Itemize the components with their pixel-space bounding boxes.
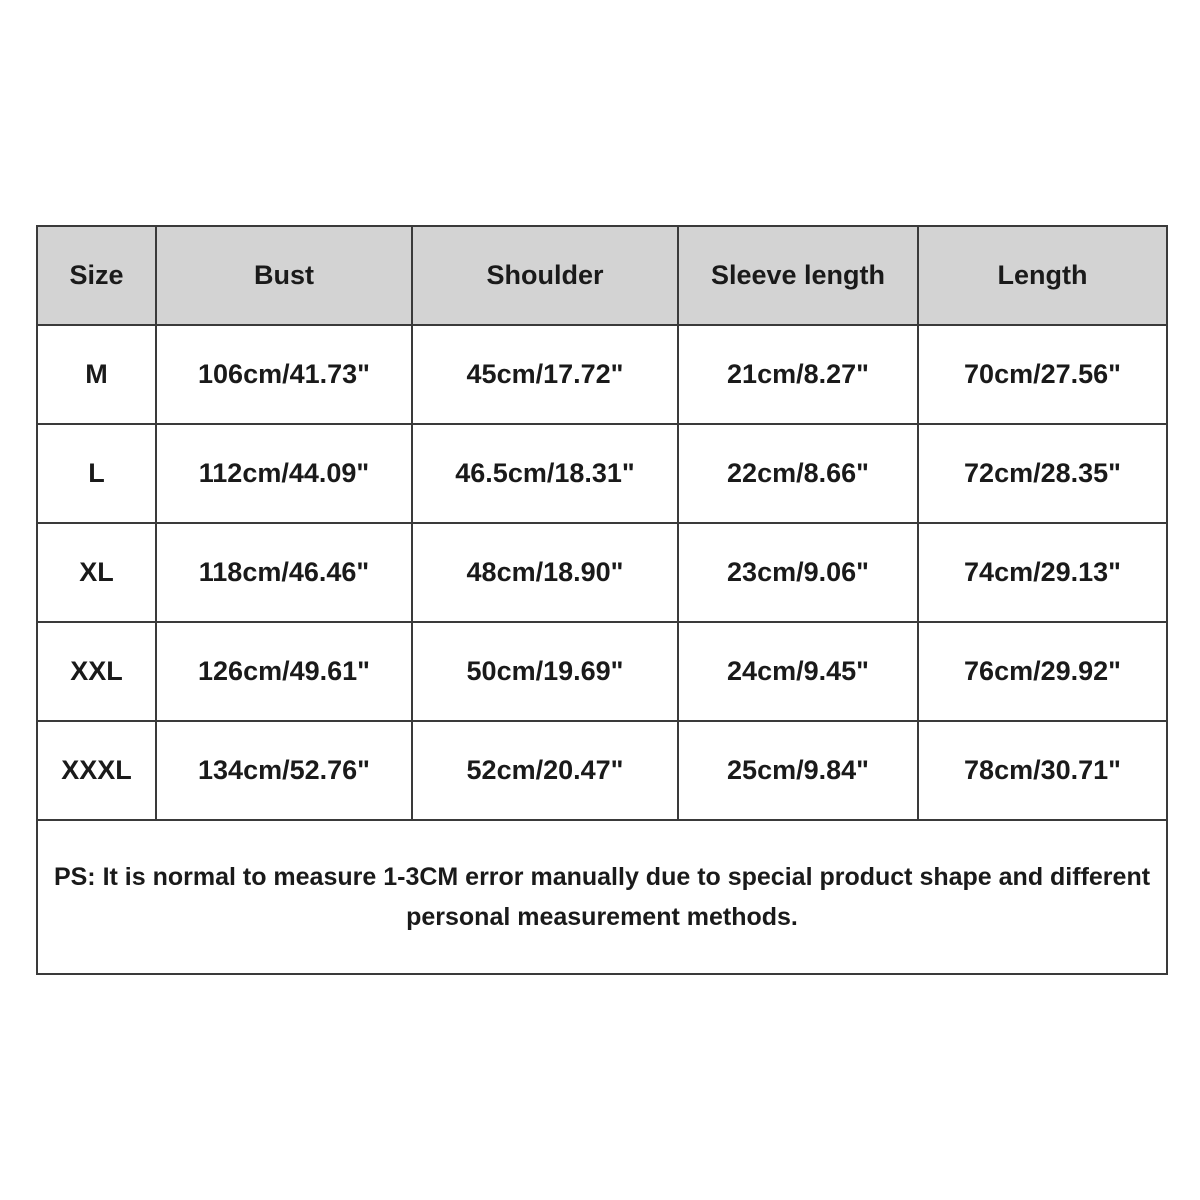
- cell-sleeve-length: 24cm/9.45": [678, 622, 918, 721]
- header-size: Size: [37, 226, 156, 325]
- note-row: [37, 820, 1167, 974]
- cell-bust: 106cm/41.73": [156, 325, 412, 424]
- cell-bust: 126cm/49.61": [156, 622, 412, 721]
- cell-length: 72cm/28.35": [918, 424, 1167, 523]
- cell-size: M: [37, 325, 156, 424]
- cell-length: 70cm/27.56": [918, 325, 1167, 424]
- cell-sleeve-length: 21cm/8.27": [678, 325, 918, 424]
- header-bust: Bust: [156, 226, 412, 325]
- cell-shoulder: 46.5cm/18.31": [412, 424, 678, 523]
- cell-sleeve-length: 25cm/9.84": [678, 721, 918, 820]
- cell-size: XL: [37, 523, 156, 622]
- table-row: [37, 325, 1167, 424]
- cell-sleeve-length: 23cm/9.06": [678, 523, 918, 622]
- cell-shoulder: 52cm/20.47": [412, 721, 678, 820]
- size-chart-table: [36, 225, 1168, 975]
- cell-length: 74cm/29.13": [918, 523, 1167, 622]
- table-row: [37, 424, 1167, 523]
- cell-sleeve-length: 22cm/8.66": [678, 424, 918, 523]
- measurement-note: PS: It is normal to measure 1-3CM error manually due to special product shape and different personal measurement methods.: [37, 820, 1167, 974]
- cell-shoulder: 50cm/19.69": [412, 622, 678, 721]
- table-row: [37, 622, 1167, 721]
- table-row: [37, 721, 1167, 820]
- cell-bust: 134cm/52.76": [156, 721, 412, 820]
- cell-shoulder: 48cm/18.90": [412, 523, 678, 622]
- cell-size: L: [37, 424, 156, 523]
- header-shoulder: Shoulder: [412, 226, 678, 325]
- cell-length: 78cm/30.71": [918, 721, 1167, 820]
- header-sleeve-length: Sleeve length: [678, 226, 918, 325]
- header-length: Length: [918, 226, 1167, 325]
- cell-length: 76cm/29.92": [918, 622, 1167, 721]
- cell-bust: 118cm/46.46": [156, 523, 412, 622]
- cell-bust: 112cm/44.09": [156, 424, 412, 523]
- cell-size: XXL: [37, 622, 156, 721]
- cell-shoulder: 45cm/17.72": [412, 325, 678, 424]
- table-row: [37, 523, 1167, 622]
- cell-size: XXXL: [37, 721, 156, 820]
- table-header-row: [37, 226, 1167, 325]
